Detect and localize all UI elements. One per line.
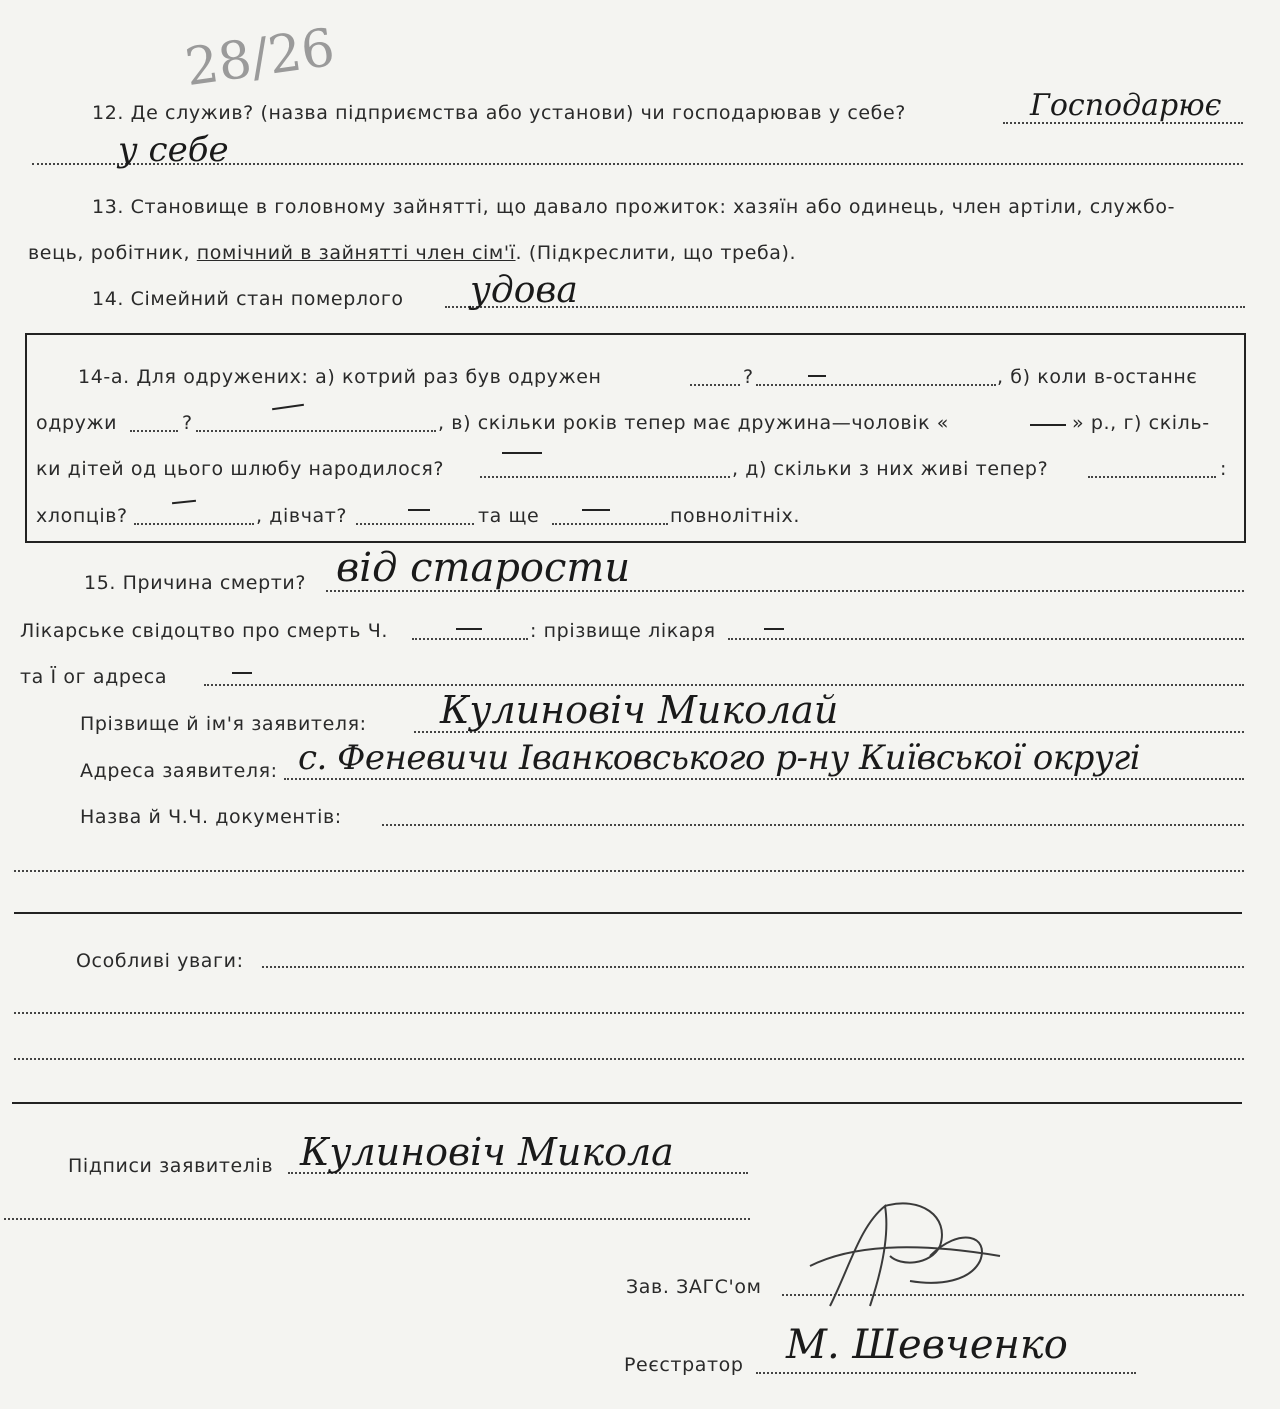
q14a-line4-dots3 [552, 523, 668, 525]
remarks-line3 [14, 1058, 1244, 1060]
q14a-line2-q: ? [182, 412, 193, 434]
remarks-label: Особливі уваги: [76, 950, 244, 972]
q13-line1: 13. Становище в головному зайнятті, що давало прожиток: хазяїн або одинець, член артіли, службо- [92, 196, 1176, 218]
q14a-dash6 [408, 509, 430, 511]
q14a-line2-dots2 [196, 430, 436, 432]
docs-separator [14, 912, 1242, 914]
docs-extra-line [14, 870, 1244, 872]
applicant-address-label: Адреса заявителя: [80, 760, 278, 782]
signature-extra-line [4, 1218, 750, 1220]
remarks-separator [12, 1102, 1242, 1104]
q14a-dash3 [1030, 424, 1066, 426]
q14a-line2-b: , в) скільки років тепер має дружина—чоловік « [438, 412, 950, 434]
q13-line2-b: . (Підкреслити, що треба). [515, 242, 797, 264]
archive-number: 28/26 [181, 17, 339, 99]
head-signature-scribble [790, 1186, 1010, 1316]
q14a-dash4 [502, 452, 542, 454]
q14a-line3-dots2 [1088, 476, 1216, 478]
applicant-name-label: Прізвище й ім'я заявителя: [80, 713, 367, 735]
q13-line2 [28, 242, 796, 264]
q13-underlined-option: помічний в зайнятті член сім'ї [196, 242, 516, 264]
med-number-line [412, 638, 528, 640]
q12-answer2: у себе [118, 130, 229, 170]
applicants-signature-value: Кулиновіч Микола [300, 1130, 674, 1174]
q14a-line1-b: , б) коли в-останнє [997, 366, 1198, 388]
q14a-line3-c: : [1220, 458, 1228, 480]
doctor-address-line [204, 684, 1244, 686]
q14a-line1-a: 14-а. Для одружених: а) котрий раз був одружен [78, 366, 602, 388]
registrar-value: М. Шевченко [786, 1322, 1068, 1368]
q14a-line1-dots1 [690, 384, 740, 386]
q14a-line1-q: ? [743, 366, 754, 388]
remarks-line2 [14, 1012, 1244, 1014]
med-dash2 [764, 628, 784, 630]
q14-label: 14. Сімейний стан померлого [92, 288, 404, 310]
head-of-registry-label: Зав. ЗАГС'ом [626, 1276, 762, 1298]
doctor-address-dash [232, 672, 252, 674]
q14a-line3-a: ки дітей од цього шлюбу народилося? [36, 458, 445, 480]
q14a-line4-b: , дівчат? [256, 505, 348, 527]
applicant-docs-label: Назва й Ч.Ч. документів: [80, 806, 342, 828]
remarks-line1 [262, 966, 1244, 968]
med-label-a: Лікарське свідоцтво про смерть Ч. [20, 620, 388, 642]
q14-answer: удова [470, 270, 578, 311]
q15-label: 15. Причина смерти? [84, 572, 307, 594]
q14a-dash1 [808, 375, 826, 377]
med-label-b: : прізвище лікаря [530, 620, 716, 642]
q15-answer: від старости [336, 545, 631, 591]
applicant-address-value: с. Феневичи Іванковського р-ну Київської округі [298, 738, 1141, 778]
q14a-line3-dots1 [480, 476, 730, 478]
registrar-line [756, 1372, 1136, 1374]
q14a-line2-dots1 [130, 430, 178, 432]
applicant-docs-line [382, 824, 1244, 826]
q14a-box [25, 333, 1246, 543]
doctor-address-label: та Ї ог адреса [20, 666, 168, 688]
registrar-label: Реєстратор [624, 1354, 744, 1376]
applicant-address-line [284, 778, 1244, 780]
q12-answer1: Господарює [1030, 88, 1222, 123]
q14a-line4-dots1 [134, 523, 254, 525]
q12-label: 12. Де служив? (назва підприємства або установи) чи господарював у себе? [92, 102, 906, 124]
q14a-line4-dots2 [356, 523, 474, 525]
q14a-line2-c: » р., г) скіль- [1072, 412, 1210, 434]
med-dash1 [456, 628, 482, 630]
q14a-line4-a: хлопців? [36, 505, 128, 527]
q14a-line3-b: , д) скільки з них живі тепер? [732, 458, 1049, 480]
q14a-line4-d: повнолітніх. [670, 505, 800, 527]
q13-line2-a: вець, робітник, [28, 242, 191, 264]
applicant-name-value: Кулиновіч Миколай [440, 688, 839, 732]
q14a-line1-dots2 [756, 384, 996, 386]
q14a-line2-a: одружи [36, 412, 118, 434]
med-doctor-line [728, 638, 1244, 640]
q14a-line4-c: та ще [478, 505, 540, 527]
q14a-dash7 [582, 509, 610, 511]
applicants-signature-label: Підписи заявителів [68, 1155, 274, 1177]
